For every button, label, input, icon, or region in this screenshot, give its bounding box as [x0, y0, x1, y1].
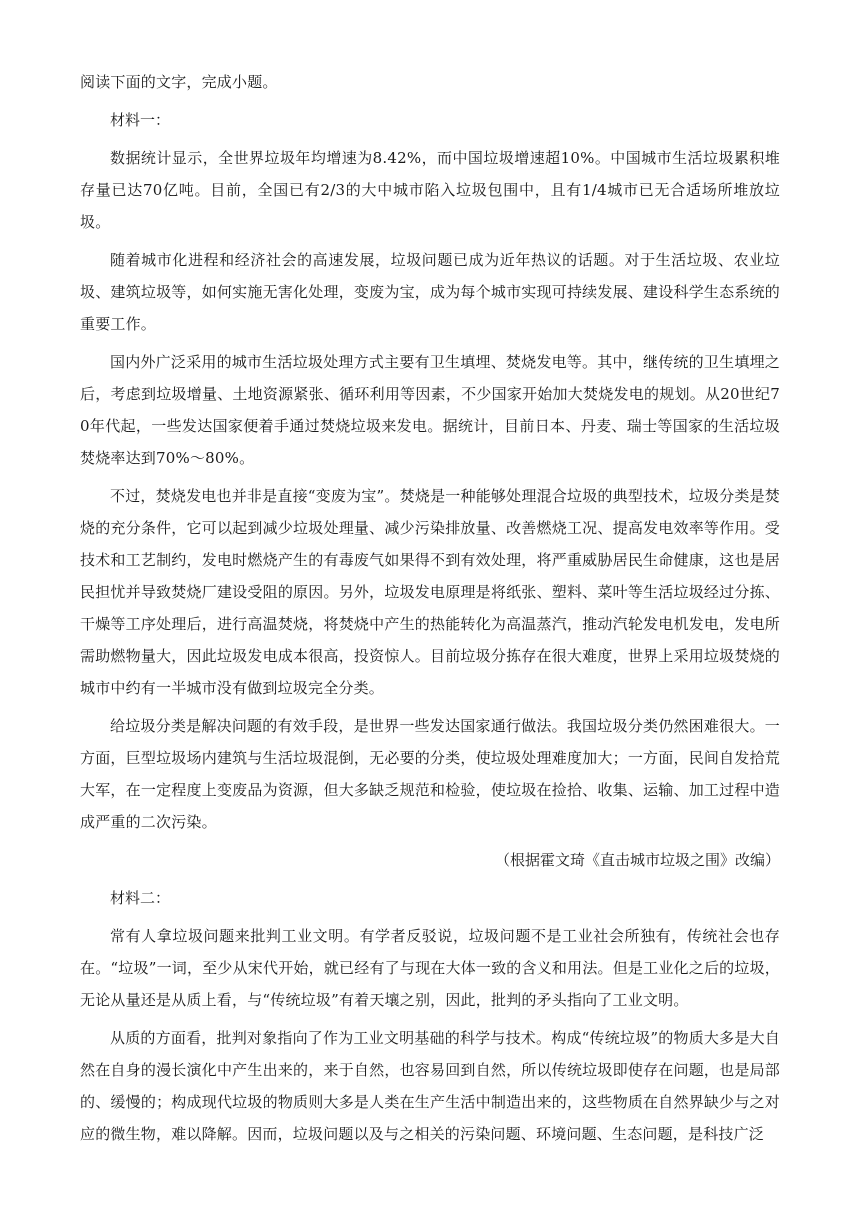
material2-paragraph-2: 从质的方面看，批判对象指向了作为工业文明基础的科学与技术。构成“传统垃圾”的物质大多是大自然在自身的漫长演化中产生出来的，来于自然，也容易回到自然，所以传统垃圾即使存在问题，也是局部的、缓慢的；构成现代垃圾的物质则大多是人类在生产生活中制造出来的，这些物质在自然界缺少与之对应的微生物，难以降解。因而，垃圾问题以及与之相关的污染问题、环境问题、生态问题，是科技广泛: [80, 1029, 780, 1143]
instruction-text: 阅读下面的文字，完成小题。: [80, 73, 278, 91]
material1-paragraph-1: 数据统计显示，全世界垃圾年均增速为8.42%，而中国垃圾增速超10%。中国城市生活垃圾累积堆存量已达70亿吨。目前，全国已有2/3的大中城市陷入垃圾包围中，且有1/4城市已无合适场所堆放垃圾。: [80, 149, 780, 231]
material2-paragraph-1: 常有人拿垃圾问题来批判工业文明。有学者反驳说，垃圾问题不是工业社会所独有，传统社会也存在。“垃圾”一词，至少从宋代开始，就已经有了与现在大体一致的含义和用法。但是工业化之后的垃圾，无论从量还是从质上看，与“传统垃圾”有着天壤之别，因此，批判的矛头指向了工业文明。: [80, 927, 780, 1009]
material1-paragraph-2: 随着城市化进程和经济社会的高速发展，垃圾问题已成为近年热议的话题。对于生活垃圾、农业垃圾、建筑垃圾等，如何实施无害化处理，变废为宝，成为每个城市实现可持续发展、建设科学生态系统的重要工作。: [80, 251, 780, 333]
material1-heading: 材料一：: [110, 111, 171, 129]
material1-paragraph-5: 给垃圾分类是解决问题的有效手段，是世界一些发达国家通行做法。我国垃圾分类仍然困难很大。一方面，巨型垃圾场内建筑与生活垃圾混倒，无必要的分类，使垃圾处理难度加大；一方面，民间自发拾荒大军，在一定程度上变废品为资源，但大多缺乏规范和检验，使垃圾在捡拾、收集、运输、加工过程中造成严重的二次污染。: [80, 717, 780, 831]
material1-source: （根据霍文琦《直击城市垃圾之围》改编）: [494, 851, 780, 869]
document-page: [80, 66, 780, 1156]
material2-heading: 材料二：: [110, 889, 171, 907]
material1-paragraph-3: 国内外广泛采用的城市生活垃圾处理方式主要有卫生填埋、焚烧发电等。其中，继传统的卫生填埋之后，考虑到垃圾增量、土地资源紧张、循环利用等因素，不少国家开始加大焚烧发电的规划。从20世纪70年代起，一些发达国家便着手通过焚烧垃圾来发电。据统计，目前日本、丹麦、瑞士等国家的生活垃圾焚烧率达到70%～80%。: [80, 353, 780, 467]
material1-paragraph-4: 不过，焚烧发电也并非是直接“变废为宝”。焚烧是一种能够处理混合垃圾的典型技术，垃圾分类是焚烧的充分条件，它可以起到减少垃圾处理量、减少污染排放量、改善燃烧工况、提高发电效率等作用。受技术和工艺制约，发电时燃烧产生的有毒废气如果得不到有效处理，将严重威胁居民生命健康，这也是居民担忧并导致焚烧厂建设受阻的原因。另外，垃圾发电原理是将纸张、塑料、菜叶等生活垃圾经过分拣、干燥等工序处理后，进行高温焚烧，将焚烧中产生的热能转化为高温蒸汽，推动汽轮发电机发电，发电所需助燃物量大，因此垃圾发电成本很高，投资惊人。目前垃圾分拣存在很大难度，世界上采用垃圾焚烧的城市中约有一半城市没有做到垃圾完全分类。: [80, 487, 780, 697]
